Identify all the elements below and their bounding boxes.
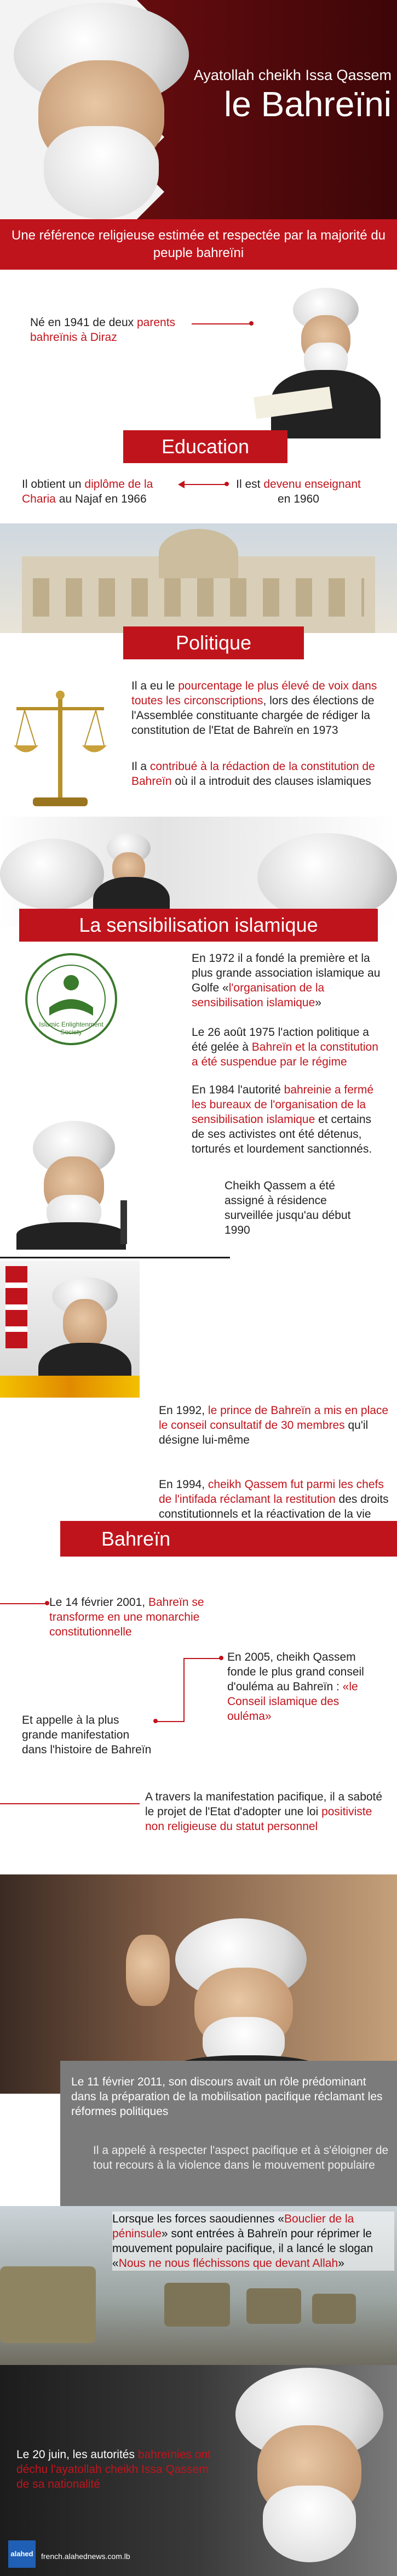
connector-line bbox=[192, 323, 252, 324]
prince-photo bbox=[0, 1261, 140, 1398]
connector-line bbox=[183, 484, 227, 485]
portrait-beard bbox=[44, 126, 159, 219]
section-bahrein: Bahreïn bbox=[60, 1521, 397, 1557]
flowers-shape bbox=[0, 1376, 140, 1398]
gray-panel bbox=[60, 2061, 397, 2206]
sensibilisation-p5: En 1992, le prince de Bahreïn a mis en place le conseil consultatif de 30 membres qu'il désigne lui-même bbox=[159, 1404, 389, 1446]
reading-photo bbox=[249, 277, 389, 438]
connector-line bbox=[183, 1658, 222, 1659]
dome-shape bbox=[159, 529, 238, 578]
armored-vehicle-shape bbox=[246, 2288, 301, 2324]
turban-shape bbox=[257, 833, 397, 921]
mosque-photo bbox=[0, 523, 397, 633]
section-education: Education bbox=[123, 430, 287, 463]
section-sensibilisation: La sensibilisation islamique bbox=[19, 909, 378, 942]
face-shape bbox=[63, 1299, 107, 1348]
bahrein-p7: Lorsque les forces saoudiennes «Bouclier de la péninsule» sont entrées à Bahreïn pour réprimer le mouvement populaire pacifique, il a lancé le slogan «Nous ne nous fléchissons que devant Allah» bbox=[112, 2212, 394, 2271]
connector-dot bbox=[45, 1601, 49, 1605]
footer-brand-logo: alahed bbox=[8, 2540, 36, 2568]
turban-shape bbox=[0, 839, 104, 910]
sensibilisation-p4: Cheikh Qassem a été assigné à résidence surveillée jusqu'au début 1990 bbox=[225, 1179, 351, 1236]
bahrein-p8: Le 20 juin, les autorités bahreïnies ont déchu l'ayatollah cheikh Issa Qassem de sa nationalité bbox=[16, 2448, 211, 2490]
raised-hand-shape bbox=[126, 1935, 170, 2006]
society-logo-text: Islamic Enlightenment Society bbox=[39, 1021, 103, 1036]
bahrein-p1: Le 14 février 2001, Bahreïn se transforme en une monarchie constitutionnelle bbox=[49, 1596, 204, 1638]
bahrein-p2: En 2005, cheikh Qassem fonde le plus grand conseil d'ouléma au Bahreïn : «le Conseil islamique des ouléma» bbox=[227, 1651, 364, 1723]
bahrein-p3: Et appelle à la plus grande manifestation dans l'histoire de Bahreïn bbox=[22, 1714, 152, 1756]
birth-text: Né en 1941 de deux parents bahreïnis à Diraz bbox=[30, 316, 176, 344]
connector-line bbox=[0, 1603, 47, 1604]
connector-dot bbox=[225, 482, 229, 486]
header-banner bbox=[0, 0, 397, 219]
microphone-shape bbox=[120, 1200, 127, 1244]
bahrein-p6: Il a appelé à respecter l'aspect pacifique et à s'éloigner de tout recours à la violence dans le mouvement populaire bbox=[93, 2144, 389, 2172]
education-left: Il obtient un diplôme de la Charia au Najaf en 1966 bbox=[22, 478, 153, 505]
separator-line bbox=[0, 1257, 230, 1258]
armored-vehicle-shape bbox=[312, 2294, 356, 2324]
education-right: Il est devenu enseignant en 1960 bbox=[236, 478, 361, 505]
arches-shape bbox=[33, 578, 364, 617]
flag-shape bbox=[5, 1266, 27, 1348]
preacher-photo bbox=[11, 1118, 175, 1250]
bahrein-p4: A travers la manifestation pacifique, il a saboté le projet de l'Etat d'adopter une loi positiviste non religieuse du statut personnel bbox=[145, 1791, 383, 1833]
header-country: le Bahreïni bbox=[224, 84, 392, 124]
politique-p1: Il a eu le pourcentage le plus élevé de voix dans toutes les circonscriptions, lors des élections de l'Assemblée constituante chargée de rédiger la constitution de l'Etat de Bahreïn en 1973 bbox=[131, 680, 377, 737]
armored-vehicle-shape bbox=[0, 2266, 96, 2343]
connector-line bbox=[183, 1658, 185, 1721]
sensibilisation-p3: En 1984 l'autorité bahreinie a fermé les bureaux de l'organisation de la sensibilisation islamique et certains de ses activistes ont été détenus, torturés et lourdement sanctionnés. bbox=[192, 1084, 374, 1155]
sensibilisation-p6: En 1994, cheikh Qassem fut parmi les chefs de l'intifada réclamant la restitution des droits constitutionnels et la réactivation de la vie bbox=[159, 1478, 389, 1520]
sensibilisation-p1: En 1972 il a fondé la première et la plus grande association islamique au Golfe «l'organisation de la sensibilisation islamique» bbox=[192, 952, 381, 1009]
header-subtitle: Une référence religieuse estimée et respectée par la majorité du peuple bahreïni bbox=[0, 219, 397, 270]
connector-line bbox=[0, 1803, 140, 1804]
scales-of-justice-icon bbox=[11, 685, 110, 811]
section-politique: Politique bbox=[123, 626, 304, 659]
robe-shape bbox=[16, 1222, 126, 1250]
beard-shape bbox=[263, 2486, 356, 2562]
connector-dot bbox=[153, 1719, 158, 1723]
sensibilisation-p2: Le 26 août 1975 l'action politique a été gelée à Bahreïn et la constitution a été suspendue par le régime bbox=[192, 1026, 378, 1068]
header-name: Ayatollah cheikh Issa Qassem bbox=[193, 67, 392, 83]
connector-line bbox=[156, 1721, 185, 1722]
footer-url: french.alahednews.com.lb bbox=[41, 2552, 130, 2561]
bahrein-p5: Le 11 février 2011, son discours avait un rôle prédominant dans la préparation de la mobilisation pacifique réclamant les réformes politiques bbox=[71, 2076, 383, 2118]
politique-p2: Il a contribué à la rédaction de la constitution de Bahreïn où il a introduit des clauses islamiques bbox=[131, 760, 375, 788]
armored-vehicle-shape bbox=[164, 2283, 230, 2327]
